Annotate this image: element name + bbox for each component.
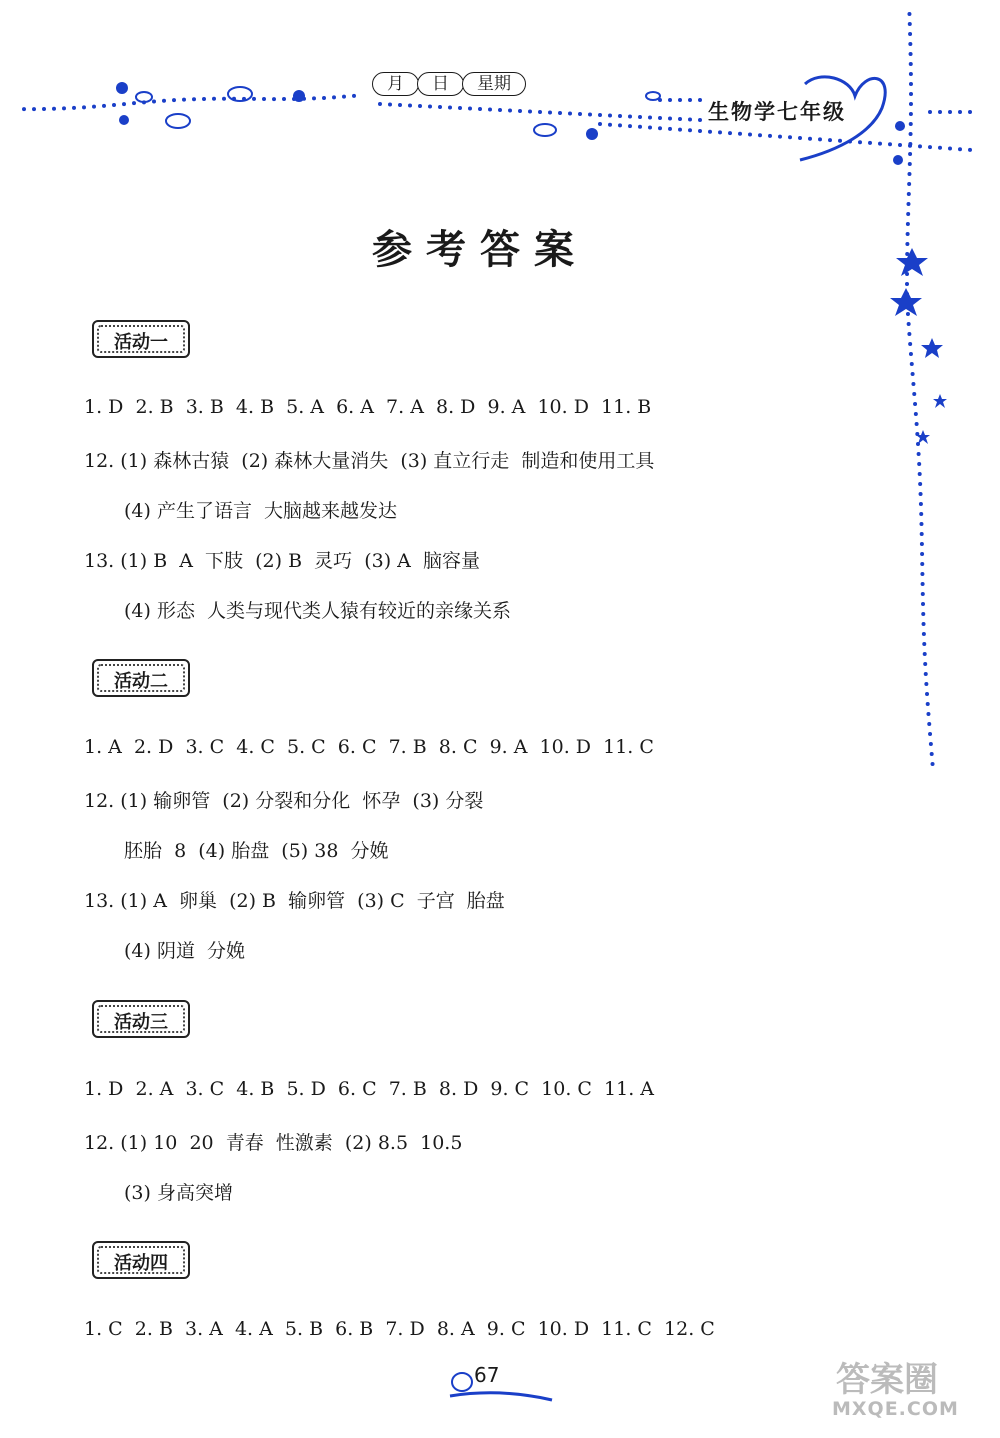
- section-tag-3: 活动三: [92, 1000, 190, 1038]
- star-icons: [890, 248, 947, 444]
- page-number: 67: [474, 1363, 500, 1387]
- watermark-logo: 答案圈: [836, 1360, 938, 1400]
- month-field: 月: [372, 72, 419, 96]
- date-fields: [372, 72, 524, 96]
- section-tag-2: 活动二: [92, 659, 190, 697]
- answer-line: 1. A 2. D 3. C 4. C 5. C 6. C 7. B 8. C 9. A 10. D 11. C: [84, 736, 654, 758]
- section-tag-1: 活动一: [92, 320, 190, 358]
- answer-line: 13. (1) A 卵巢 (2) B 输卵管 (3) C 子宫 胎盘: [84, 890, 505, 912]
- answer-line: (4) 产生了语言 大脑越来越发达: [124, 500, 398, 522]
- weekday-field: 星期: [462, 72, 526, 96]
- watermark-url: MXQE.COM: [832, 1398, 959, 1420]
- page-title: 参考答案: [372, 226, 588, 273]
- answer-line: 12. (1) 森林古猿 (2) 森林大量消失 (3) 直立行走 制造和使用工具: [84, 450, 655, 472]
- answer-line: 12. (1) 输卵管 (2) 分裂和分化 怀孕 (3) 分裂: [84, 790, 484, 812]
- answer-line: 1. C 2. B 3. A 4. A 5. B 6. B 7. D 8. A 9. C 10. D 11. C 12. C: [84, 1318, 715, 1340]
- answer-line: 12. (1) 10 20 青春 性激素 (2) 8.5 10.5: [84, 1132, 463, 1154]
- subject-label: 生物学七年级: [708, 99, 846, 124]
- day-field: 日: [417, 72, 464, 96]
- answer-line: (4) 形态 人类与现代类人猿有较近的亲缘关系: [124, 600, 512, 622]
- page-number-ornament: [440, 1358, 560, 1408]
- answer-line: 胚胎 8 (4) 胎盘 (5) 38 分娩: [124, 840, 389, 862]
- section-tag-4: 活动四: [92, 1241, 190, 1279]
- answer-line: 1. D 2. B 3. B 4. B 5. A 6. A 7. A 8. D 9. A 10. D 11. B: [84, 396, 652, 418]
- answer-line: 13. (1) B A 下肢 (2) B 灵巧 (3) A 脑容量: [84, 550, 480, 572]
- answer-line: (4) 阴道 分娩: [124, 940, 246, 962]
- answer-line: 1. D 2. A 3. C 4. B 5. D 6. C 7. B 8. D 9. C 10. C 11. A: [84, 1078, 655, 1100]
- answer-line: (3) 身高突增: [124, 1182, 233, 1204]
